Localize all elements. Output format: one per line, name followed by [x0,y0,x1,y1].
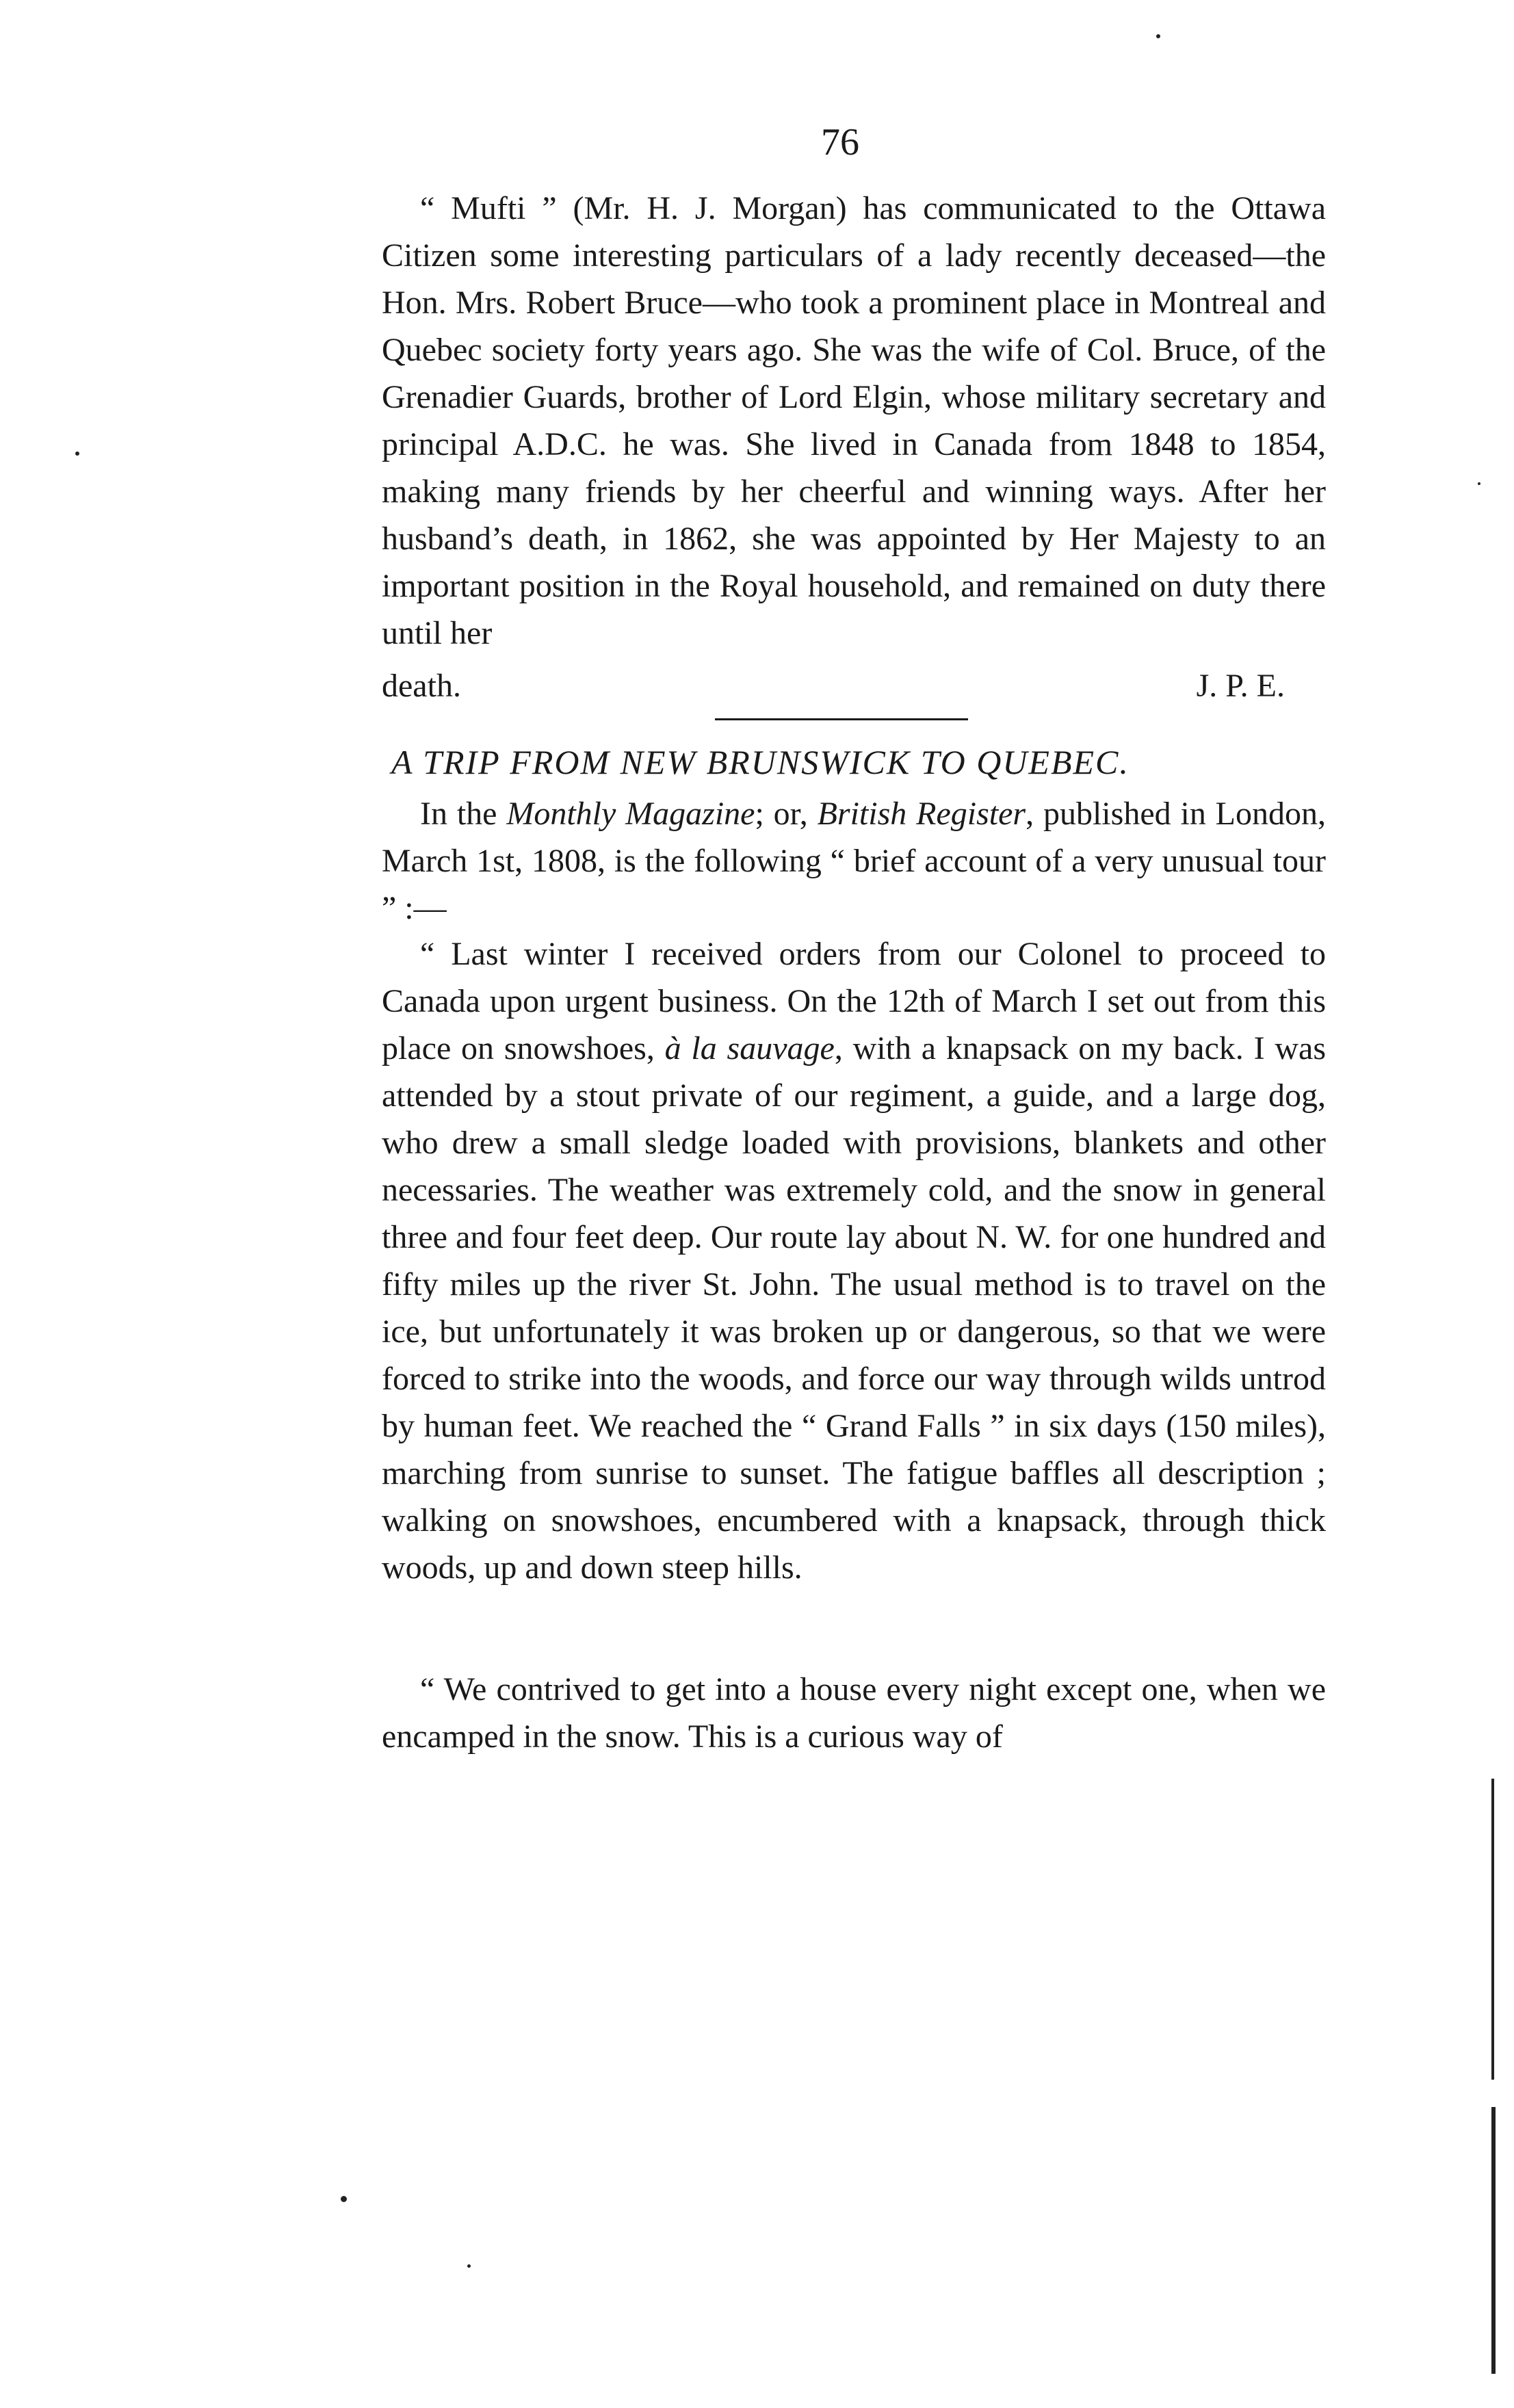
obituary-last-word: death. [382,668,461,704]
page-number: 76 [821,121,859,163]
scan-speck [341,2196,347,2202]
section-divider [715,718,968,720]
register-title: British Register [817,796,1026,832]
italic-phrase: à la sauvage [664,1030,835,1066]
obituary-paragraph: “ Mufti ” (Mr. H. J. Morgan) has communicated to the Ottawa Citizen some interesting particulars of a lady recently deceased—the Hon. Mrs. Robert Bruce—who took a prominent place in Montreal and Quebec society forty years ago. She was the wife of Col. Bruce, of the Grenadier Guards, brother of Lord Elgin, whose military secretary and principal A.D.C. he was. She lived in Canada from 1848 to 1854, making many friends by her cheerful and winning ways. After her husband’s death, in 1862, she was appointed by Her Majesty to an important position in the Royal household, and remained on duty there until her [382,190,1326,651]
quote-paragraph-2: “ We contrived to get into a house every night except one, when we encamped in the snow. This is a curious way of [382,1671,1326,1755]
article-title: A TRIP FROM NEW BRUNSWICK TO QUEBEC. [391,743,1130,781]
scan-edge-line [1491,2107,1496,2374]
obituary-closing [382,662,1326,710]
scan-speck [75,452,79,456]
scan-speck [467,2264,471,2268]
obituary-notice [382,185,1326,657]
magazine-title: Monthly Magazine [506,796,755,832]
author-signature: J. P. E. [1196,668,1285,704]
article-intro [382,790,1326,932]
intro-paragraph: In the Monthly Magazine; or, British Register, published in London, March 1st, 1808, is the following “ brief account of a very unusual tour ” :— [382,796,1326,926]
quote-paragraph-1: “ Last winter I received orders from our Colonel to proceed to Canada upon urgent business. On the 12th of March I set out from this place on snowshoes, à la sauvage, with a knapsack on my back. I was attended by a stout private of our regiment, a guide, and a large dog, who drew a small sledge loaded with provisions, blankets and other necessaries. The weather was extremely cold, and the snow in general three and four feet deep. Our route lay about N. W. for one hundred and fifty miles up the river St. John. The usual method is to travel on the ice, but unfortunately it was broken up or dangerous, so that we were forced to strike into the woods, and force our way through wilds untrod by human feet. We reached the “ Grand Falls ” in six days (150 miles), marching from sunrise to sunset. The fatigue baffles all description ; walking on snowshoes, encumbered with a knapsack, through thick woods, up and down steep hills. [382,936,1327,1586]
scan-speck [1478,482,1480,485]
scan-edge-line [1491,1779,1494,2080]
scan-speck [1156,34,1160,38]
